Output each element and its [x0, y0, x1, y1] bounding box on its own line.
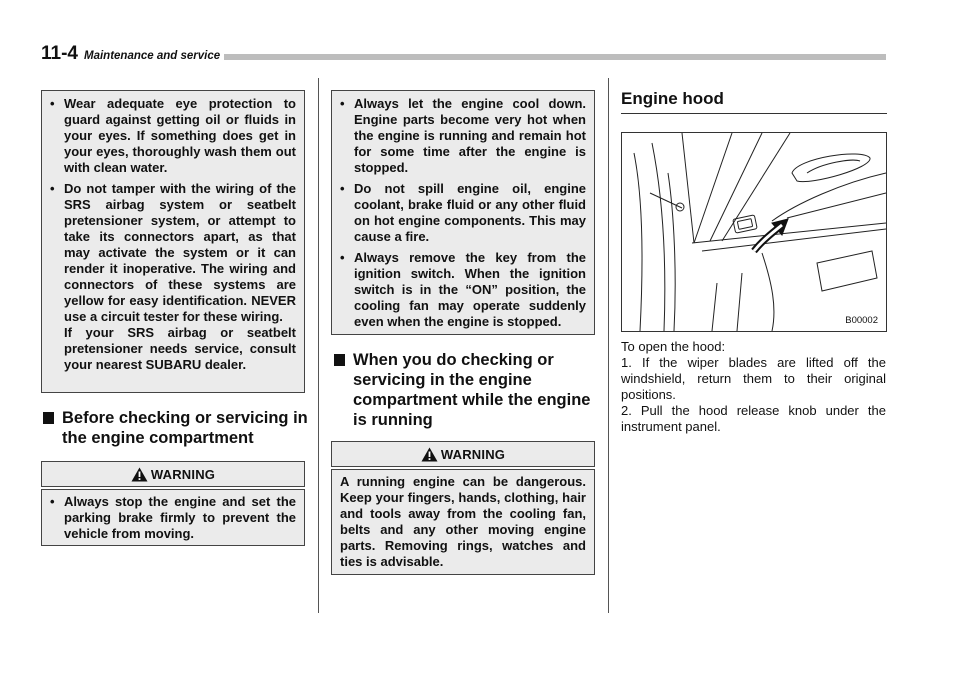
page-number: 11-4 [41, 44, 81, 64]
warning-header-2 [331, 441, 595, 467]
list-item-text: Always stop the engine and set the parking brake firmly to prevent the vehicle from moving. [64, 494, 296, 541]
list-item [42, 494, 296, 542]
list-item-text: Always let the engine cool down. Engine parts become very hot when the engine is running and remain hot for some time after the engine is stopped. [354, 96, 586, 175]
bullet-dot-icon: • [340, 250, 345, 265]
warning-label: WARNING [150, 466, 216, 482]
list-item-text: Do not tamper with the wiring of the SRS airbag system or seatbelt pretensioner system, or attempt to take its connectors apart, as that may activate the system or it can render it inoperative. The wiring and connectors of these systems are yellow for easy identification. NEVER use a circuit tester for these wiring. [64, 181, 296, 324]
section-title: Maintenance and service [84, 50, 224, 63]
bullet-dot-icon: • [50, 494, 55, 509]
list-item [42, 96, 296, 176]
column-divider-1 [318, 78, 319, 613]
list-item-text: Do not spill engine oil, engine coolant, brake fluid or any other fluid on hot engine components. This may cause a fire. [354, 181, 586, 244]
bullet-dot-icon: • [340, 181, 345, 196]
step-1: 1. If the wiper blades are lifted off the windshield, return them to their original positions. [621, 355, 886, 402]
hood-release-illustration [622, 133, 886, 331]
safety-box-2 [331, 90, 595, 335]
heading-text: When you do checking or servicing in the engine compartment while the engine is running [353, 351, 591, 429]
bullet-dot-icon: • [50, 181, 55, 196]
warning-triangle-icon [131, 467, 148, 482]
section-heading-2 [334, 350, 596, 430]
warning-triangle-icon [421, 447, 438, 462]
body-text [621, 339, 886, 435]
list-item-text: Always remove the key from the ignition switch. When the ignition switch is in the “ON” position, the cooling fan may operate suddenly even when the engine is stopped. [354, 250, 586, 329]
warning-header-1 [41, 461, 305, 487]
list-item-text: Wear adequate eye protection to guard against getting oil or fluids in your eyes. If something does get in your eyes, thoroughly wash them out with clean water. [64, 96, 296, 175]
warning-text: A running engine can be dangerous. Keep your fingers, hands, clothing, hair and tools away from the cooling fan, belts and any other moving engine parts. Removing rings, watches and ties is advisable. [340, 474, 586, 569]
step-2: 2. Pull the hood release knob under the instrument panel. [621, 403, 886, 434]
figure-code: B00002 [845, 315, 878, 326]
page-title: Engine hood [621, 89, 724, 108]
intro-text: To open the hood: [621, 339, 726, 354]
list-item [332, 250, 586, 330]
bullet-dot-icon: • [50, 96, 55, 111]
list-item [42, 181, 296, 373]
title-rule [621, 113, 887, 114]
bullet-dot-icon: • [340, 96, 345, 111]
warning-label: WARNING [440, 446, 506, 462]
warning-box-1 [41, 489, 305, 546]
section-heading-1 [43, 408, 308, 448]
heading-text: Before checking or servicing in the engine compartment [62, 409, 308, 447]
black-square-icon [43, 412, 54, 424]
warning-box-2 [331, 469, 595, 575]
hood-release-figure [621, 132, 887, 332]
list-item-note: If your SRS airbag or seatbelt pretensioner needs service, consult your nearest SUBARU dealer. [64, 325, 296, 372]
black-square-icon [334, 354, 345, 366]
safety-box-1 [41, 90, 305, 393]
list-item [332, 181, 586, 245]
column-divider-2 [608, 78, 609, 613]
list-item [332, 96, 586, 176]
